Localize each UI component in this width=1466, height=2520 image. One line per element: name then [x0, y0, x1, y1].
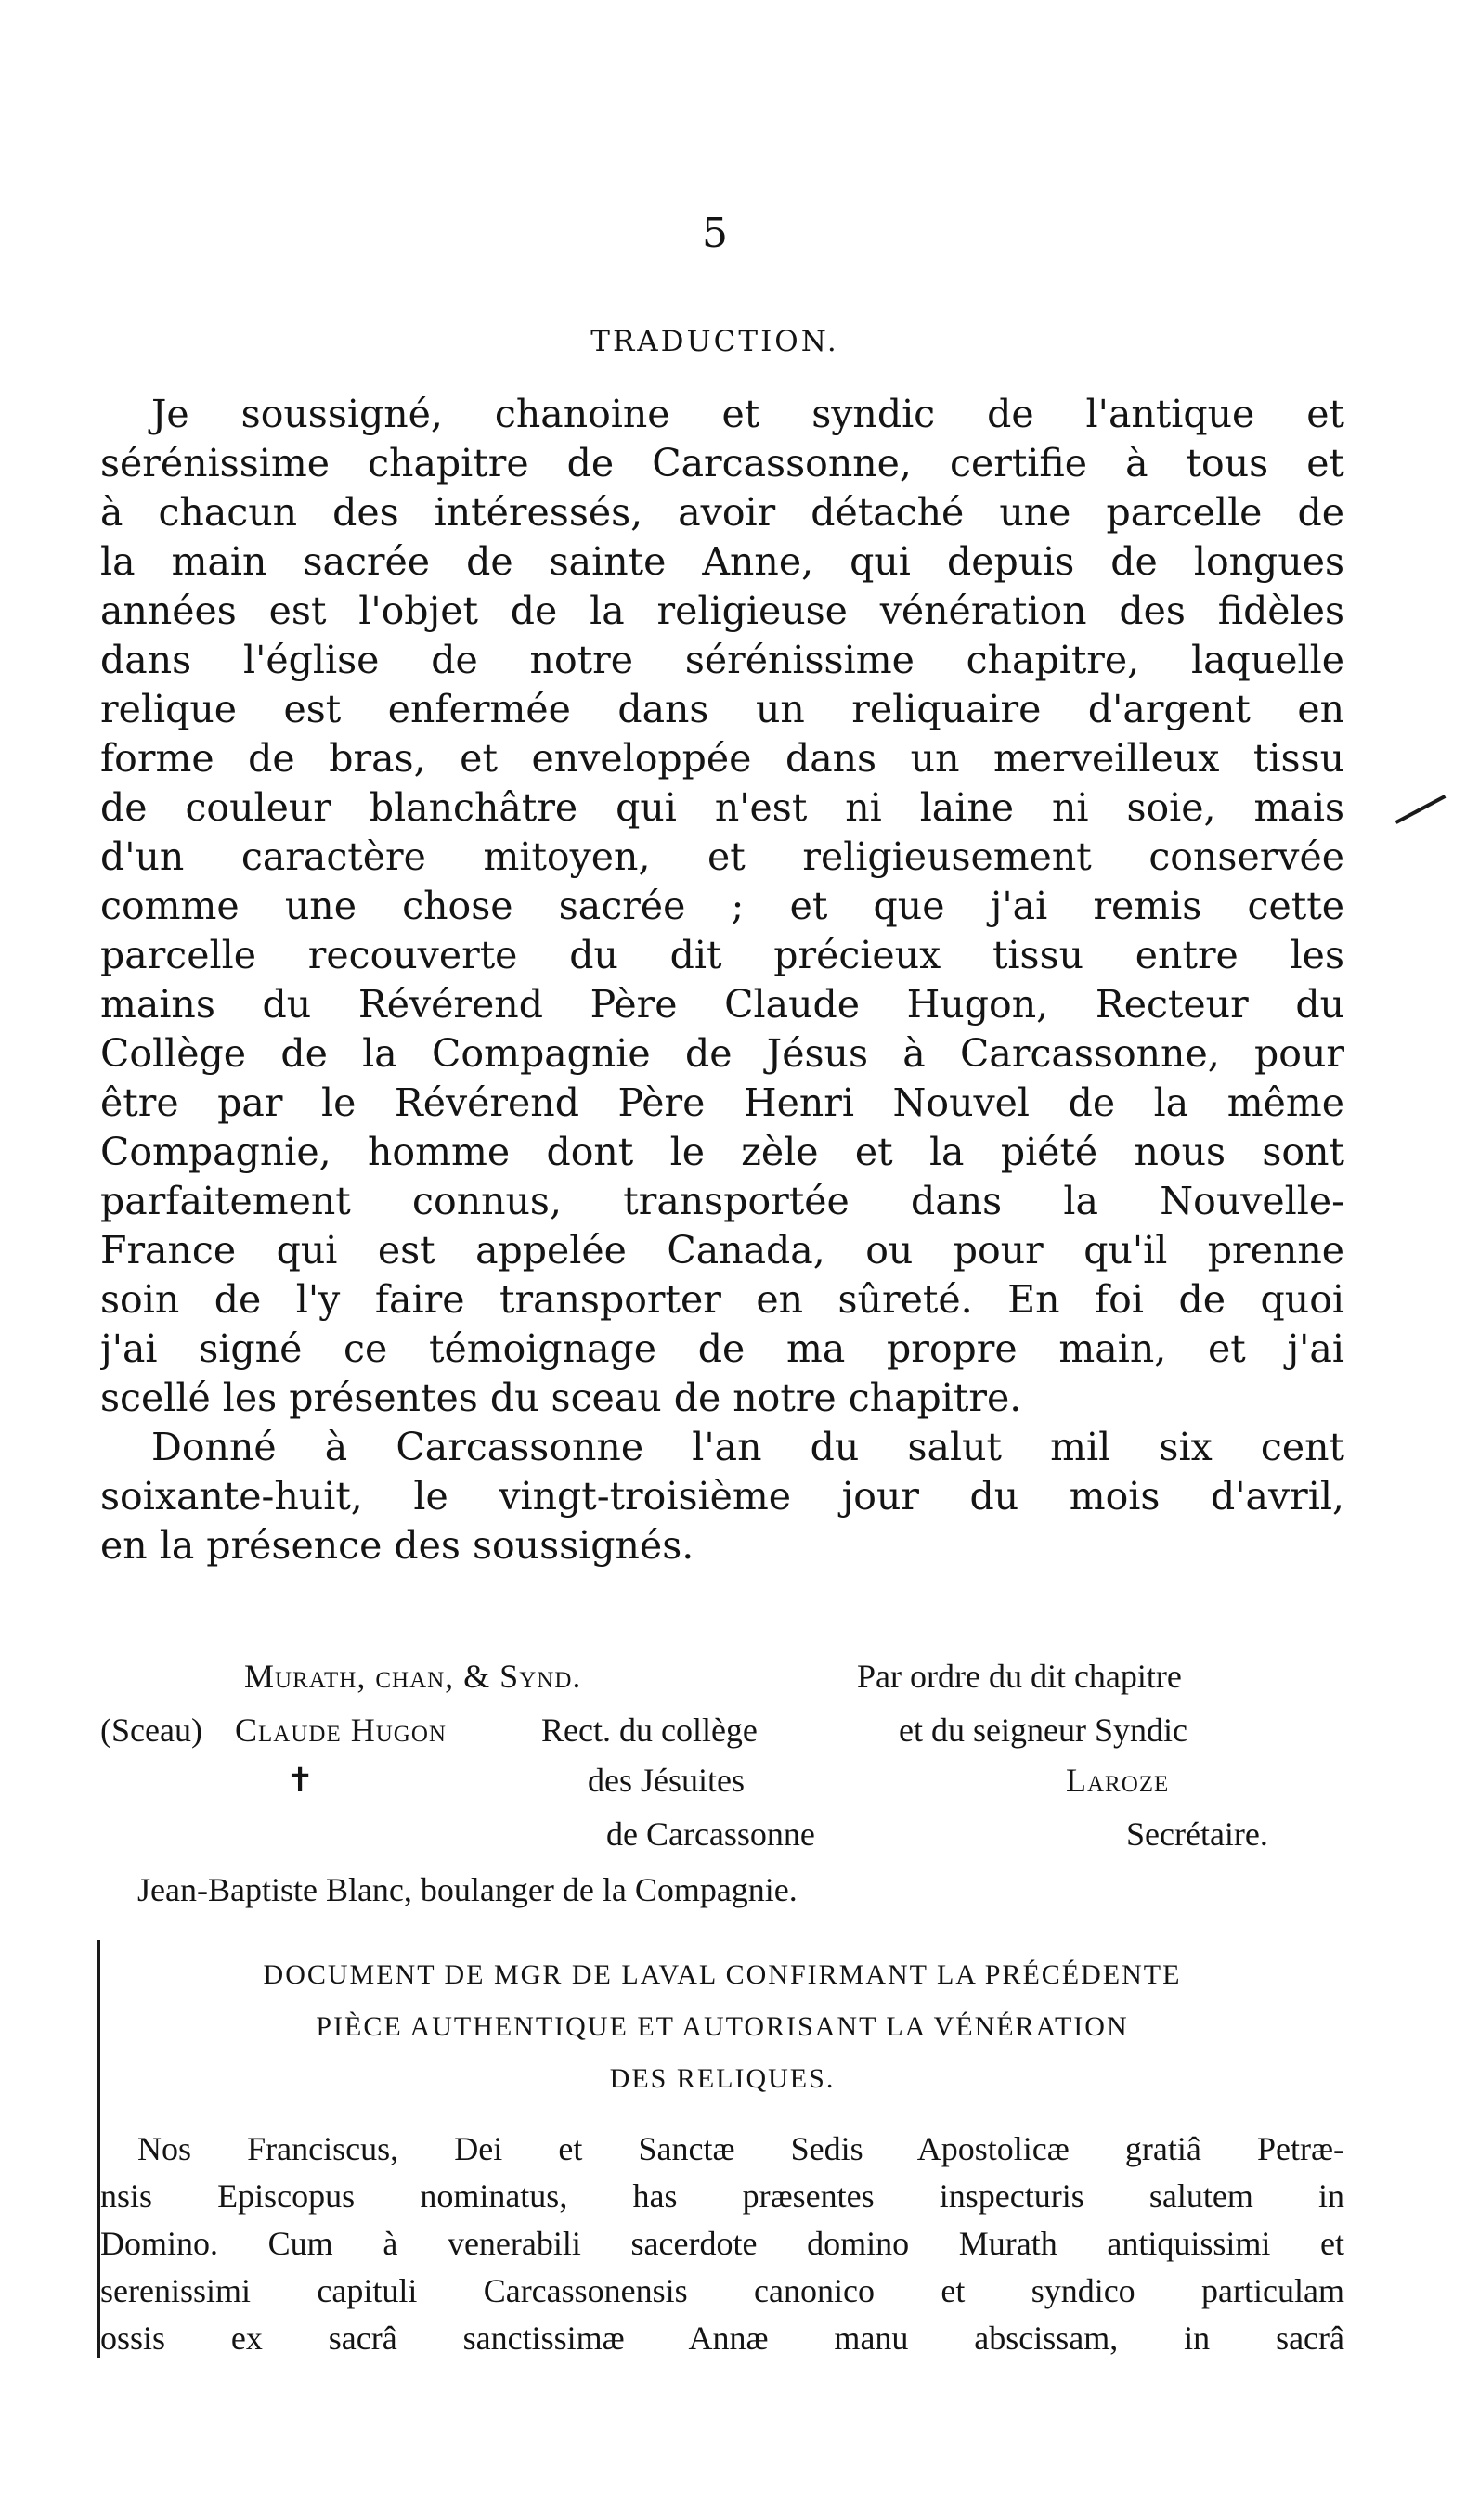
text-line: en la présence des soussignés. — [100, 1523, 694, 1568]
cross-symbol: ✝ — [286, 1762, 315, 1799]
text-line: nsis Episcopus nominatus, has præsentes inspecturis salutem in — [100, 2178, 1344, 2215]
text-line: mains du Révérend Père Claude Hugon, Recteur du — [100, 982, 1344, 1027]
signature-hugon-title-2: des Jésuites — [588, 1762, 745, 1799]
text-line: j'ai signé ce témoignage de ma propre main, et j'ai — [100, 1326, 1344, 1371]
text-line: serenissimi capituli Carcassonensis canonico et syndico particulam — [100, 2272, 1344, 2309]
text-line: comme une chose sacrée ; et que j'ai remis cette — [100, 884, 1344, 928]
text-line: Compagnie, homme dont le zèle et la piété nous sont — [100, 1130, 1344, 1174]
translation-text — [100, 390, 1344, 1570]
text-line: de couleur blanchâtre qui n'est ni laine ni soie, mais — [100, 785, 1344, 830]
latin-text — [100, 2126, 1344, 2362]
document-title — [100, 1949, 1344, 2105]
text-line: Domino. Cum à venerabili sacerdote domino Murath antiquissimi et — [100, 2225, 1344, 2262]
document-title-line: PIÈCE AUTHENTIQUE ET AUTORISANT LA VÉNÉRATION — [316, 2011, 1129, 2042]
text-line: être par le Révérend Père Henri Nouvel de la même — [100, 1080, 1344, 1125]
signature-laroze: Laroze — [1066, 1762, 1170, 1799]
signature-order-2: et du seigneur Syndic — [899, 1712, 1187, 1749]
text-line: parcelle recouverte du dit précieux tissu entre les — [100, 933, 1344, 977]
signature-blanc: Jean-Baptiste Blanc, boulanger de la Compagnie. — [137, 1871, 798, 1908]
text-line: soin de l'y faire transporter en sûreté. En foi de quoi — [100, 1277, 1344, 1322]
text-line: années est l'objet de la religieuse vénération des fidèles — [100, 588, 1344, 633]
signature-secretaire: Secrétaire. — [1126, 1816, 1268, 1853]
signature-hugon-title-3: de Carcassonne — [606, 1816, 815, 1853]
document-title-line: DES RELIQUES. — [609, 2063, 836, 2094]
signature-block — [100, 1657, 1344, 1926]
signature-hugon-title-1: Rect. du collège — [541, 1712, 758, 1749]
text-line: relique est enfermée dans un reliquaire d'argent en — [100, 687, 1344, 731]
signature-sceau: (Sceau) — [100, 1712, 202, 1749]
text-line: dans l'église de notre sérénissime chapitre, laquelle — [100, 638, 1344, 682]
text-line: Donné à Carcassonne l'an du salut mil six cent — [151, 1425, 1344, 1469]
section-heading: TRADUCTION. — [590, 325, 839, 358]
text-line: d'un caractère mitoyen, et religieusement conservée — [100, 834, 1344, 879]
margin-mark — [1395, 795, 1447, 824]
text-line: à chacun des intéressés, avoir détaché une parcelle de — [100, 490, 1344, 535]
page-number: 5 — [702, 210, 728, 257]
text-line: France qui est appelée Canada, ou pour qu'il prenne — [100, 1228, 1344, 1273]
text-line: sérénissime chapitre de Carcassonne, certifie à tous et — [100, 441, 1344, 485]
signature-order-1: Par ordre du dit chapitre — [857, 1658, 1182, 1695]
text-line: parfaitement connus, transportée dans la Nouvelle- — [100, 1179, 1344, 1223]
text-line: forme de bras, et enveloppée dans un merveilleux tissu — [100, 736, 1344, 781]
signature-murath: Murath, chan, & Synd. — [244, 1658, 582, 1695]
text-line: la main sacrée de sainte Anne, qui depuis de longues — [100, 539, 1344, 584]
text-line: ossis ex sacrâ sanctissimæ Annæ manu abscissam, in sacrâ — [100, 2320, 1344, 2357]
text-line: soixante-huit, le vingt-troisième jour du mois d'avril, — [100, 1474, 1344, 1518]
text-line: scellé les présentes du sceau de notre chapitre. — [100, 1376, 1022, 1420]
signature-hugon: Claude Hugon — [235, 1712, 447, 1749]
document-title-line: DOCUMENT DE MGR DE LAVAL CONFIRMANT LA PRÉCÉDENTE — [263, 1959, 1182, 1990]
text-line: Je soussigné, chanoine et syndic de l'antique et — [151, 392, 1344, 436]
text-line: Collège de la Compagnie de Jésus à Carcassonne, pour — [100, 1031, 1344, 1076]
text-line: Nos Franciscus, Dei et Sanctæ Sedis Apostolicæ gratiâ Petræ- — [137, 2130, 1344, 2167]
